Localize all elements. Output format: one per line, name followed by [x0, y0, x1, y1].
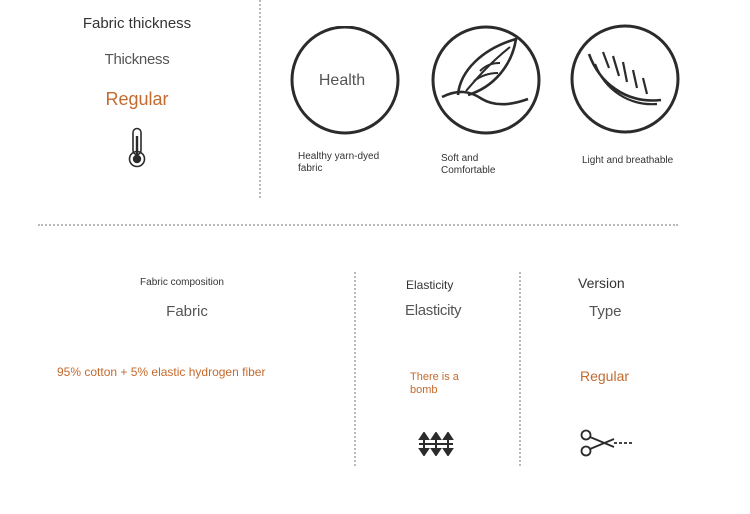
- stretch-arrows-icon: [418, 432, 454, 456]
- bottom-divider-2: [519, 272, 521, 466]
- health-title: Health: [318, 72, 366, 89]
- thickness-value: Regular: [105, 89, 169, 109]
- elasticity-heading: Elasticity: [406, 278, 454, 292]
- bottom-divider-1: [354, 272, 356, 466]
- leaf-icon: [569, 24, 681, 136]
- thermometer-icon: [126, 127, 148, 169]
- version-heading: Version: [578, 275, 625, 291]
- composition-heading: Fabric composition: [140, 277, 224, 288]
- elasticity-value: There is a bomb: [410, 371, 459, 396]
- elasticity-label: Elasticity: [405, 302, 462, 319]
- top-vertical-divider: [259, 0, 261, 198]
- feather-icon: [430, 25, 542, 137]
- version-label: Type: [589, 303, 622, 320]
- version-value: Regular: [580, 368, 630, 384]
- thickness-heading: Fabric thickness: [82, 15, 192, 32]
- health-caption: Healthy yarn-dyed fabric: [298, 151, 380, 174]
- light-caption: Light and breathable: [582, 155, 674, 166]
- horizontal-divider: [38, 224, 678, 226]
- scissors-icon: [580, 427, 634, 459]
- composition-value: 95% cotton + 5% elastic hydrogen fiber: [57, 365, 266, 379]
- composition-label: Fabric: [166, 303, 208, 320]
- thickness-label: Thickness: [104, 51, 170, 68]
- soft-caption: Soft and Comfortable: [441, 153, 496, 176]
